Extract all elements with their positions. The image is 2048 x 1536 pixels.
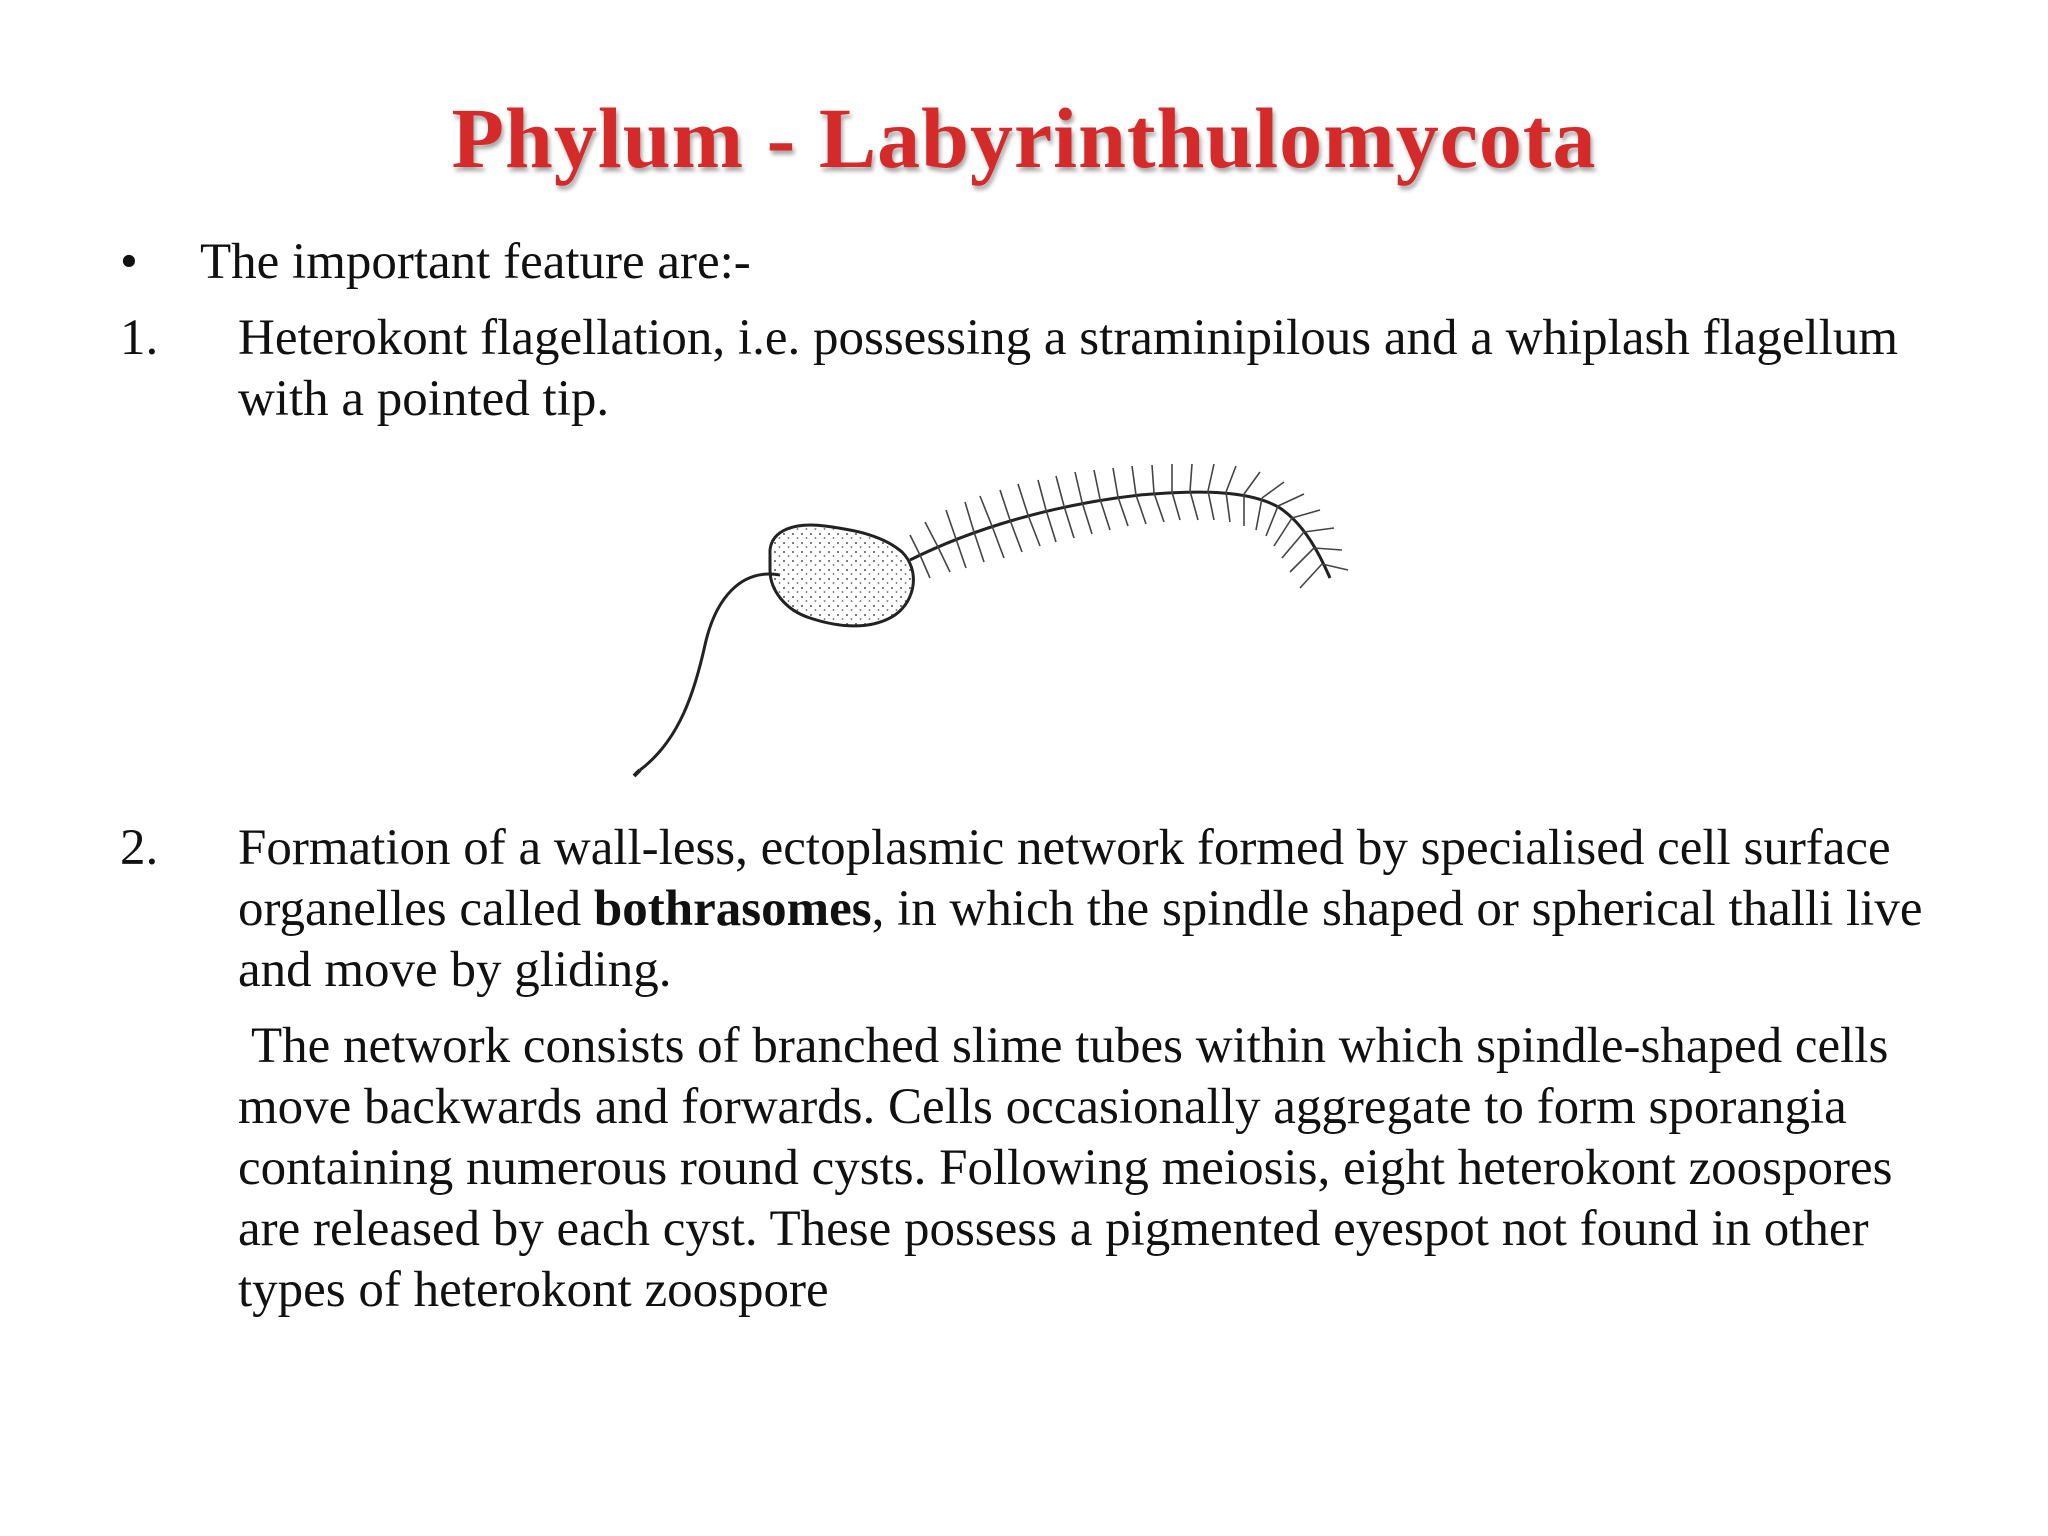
paragraph-text: The network consists of branched slime tubes within which spindle-shaped cells move backwards and forwards. Cells occasionally aggregate to form sporangia containing numerous round cysts. Following meiosis, eight heterokont zoospores are released by each cyst. These possess a pigmented eyespot not found in other types of heterokont zoospore <box>238 1018 1893 1318</box>
list-item-text: Heterokont flagellation, i.e. possessing a straminipilous and a whiplash flagellum with a pointed tip. <box>238 310 1898 427</box>
zoospore-figure <box>620 460 1360 790</box>
intro-text: The important feature are:- <box>200 234 751 290</box>
zoospore-drawing-icon <box>620 460 1360 790</box>
description-paragraph <box>238 1016 1958 1321</box>
bold-term: bothrasomes <box>593 881 872 937</box>
item-text-after: , in which the spindle shaped or spherical thalli live and move by gliding. <box>238 881 1923 998</box>
list-item-number: 2. <box>120 820 159 876</box>
item-text-before: Formation of a wall-less, ectoplasmic network formed by specialised cell surface organelles called <box>238 820 1891 937</box>
list-item-number: 1. <box>120 310 159 366</box>
bullet-marker: • <box>120 234 138 290</box>
list-item-text <box>238 818 1958 1001</box>
slide-title: Phylum - Labyrinthulomycota <box>451 90 1597 186</box>
